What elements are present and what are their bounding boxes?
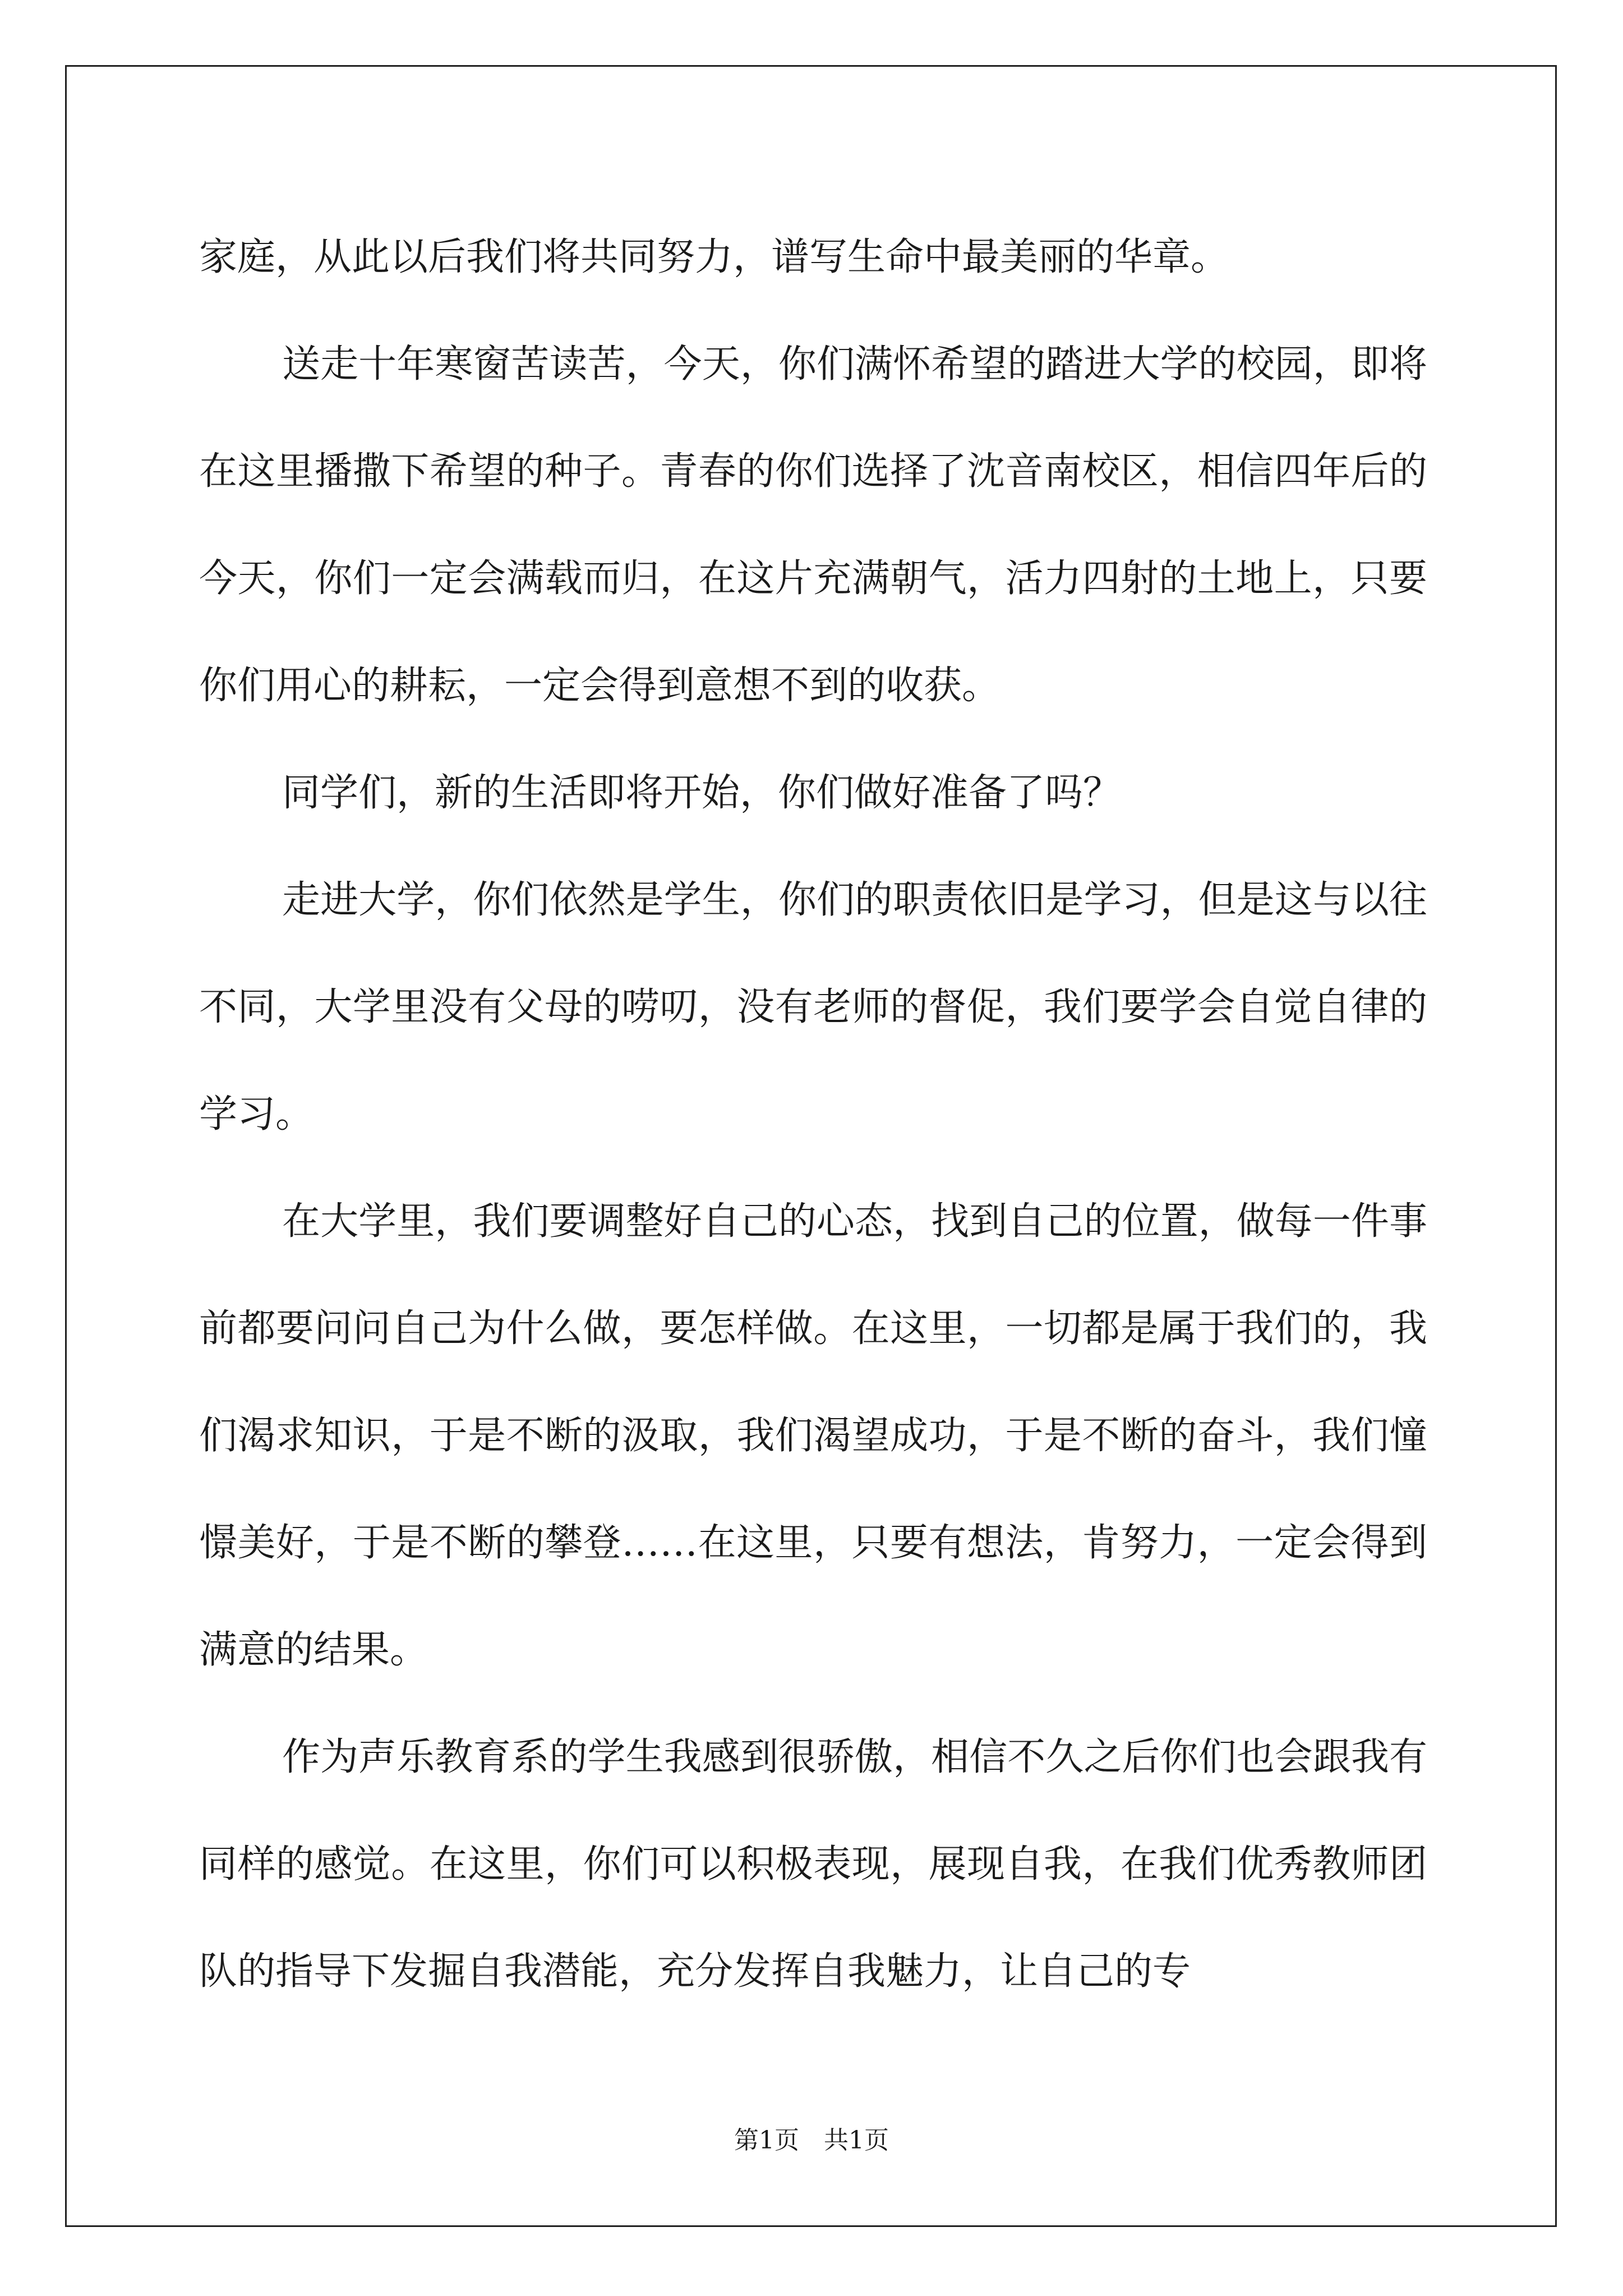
paragraph: 作为声乐教育系的学生我感到很骄傲，相信不久之后你们也会跟我有同样的感觉。在这里，你们可以积极表现，展现自我，在我们优秀教师团队的指导下发掘自我潜能，充分发挥自我魅力，让自己的专 xyxy=(199,1735,1427,1994)
paragraph: 送走十年寒窗苦读苦，今天，你们满怀希望的踏进大学的校园，即将在这里播撒下希望的种子。青春的你们选择了沈音南校区，相信四年后的今天，你们一定会满载而归，在这片充满朝气，活力四射的土地上，只要你们用心的耕耘，一定会得到意想不到的收获。 xyxy=(199,342,1427,708)
paragraph: 走进大学，你们依然是学生，你们的职责依旧是学习，但是这与以往不同，大学里没有父母的唠叨，没有老师的督促，我们要学会自觉自律的学习。 xyxy=(199,878,1427,1137)
page-total: 共1页 xyxy=(824,2126,889,2155)
page-number: 第1页 xyxy=(734,2126,799,2155)
paragraph: 家庭，从此以后我们将共同努力，谱写生命中最美丽的华章。 xyxy=(199,235,1229,279)
document-body xyxy=(199,204,1427,2025)
page-footer xyxy=(0,2124,1623,2157)
paragraph: 在大学里，我们要调整好自己的心态，找到自己的位置，做每一件事前都要问问自己为什么做，要怎样做。在这里，一切都是属于我们的，我们渴求知识，于是不断的汲取，我们渴望成功，于是不断的奋斗，我们憧憬美好，于是不断的攀登……在这里，只要有想法，肯努力，一定会得到满意的结果。 xyxy=(199,1199,1427,1672)
paragraph: 同学们，新的生活即将开始，你们做好准备了吗？ xyxy=(282,771,1122,815)
